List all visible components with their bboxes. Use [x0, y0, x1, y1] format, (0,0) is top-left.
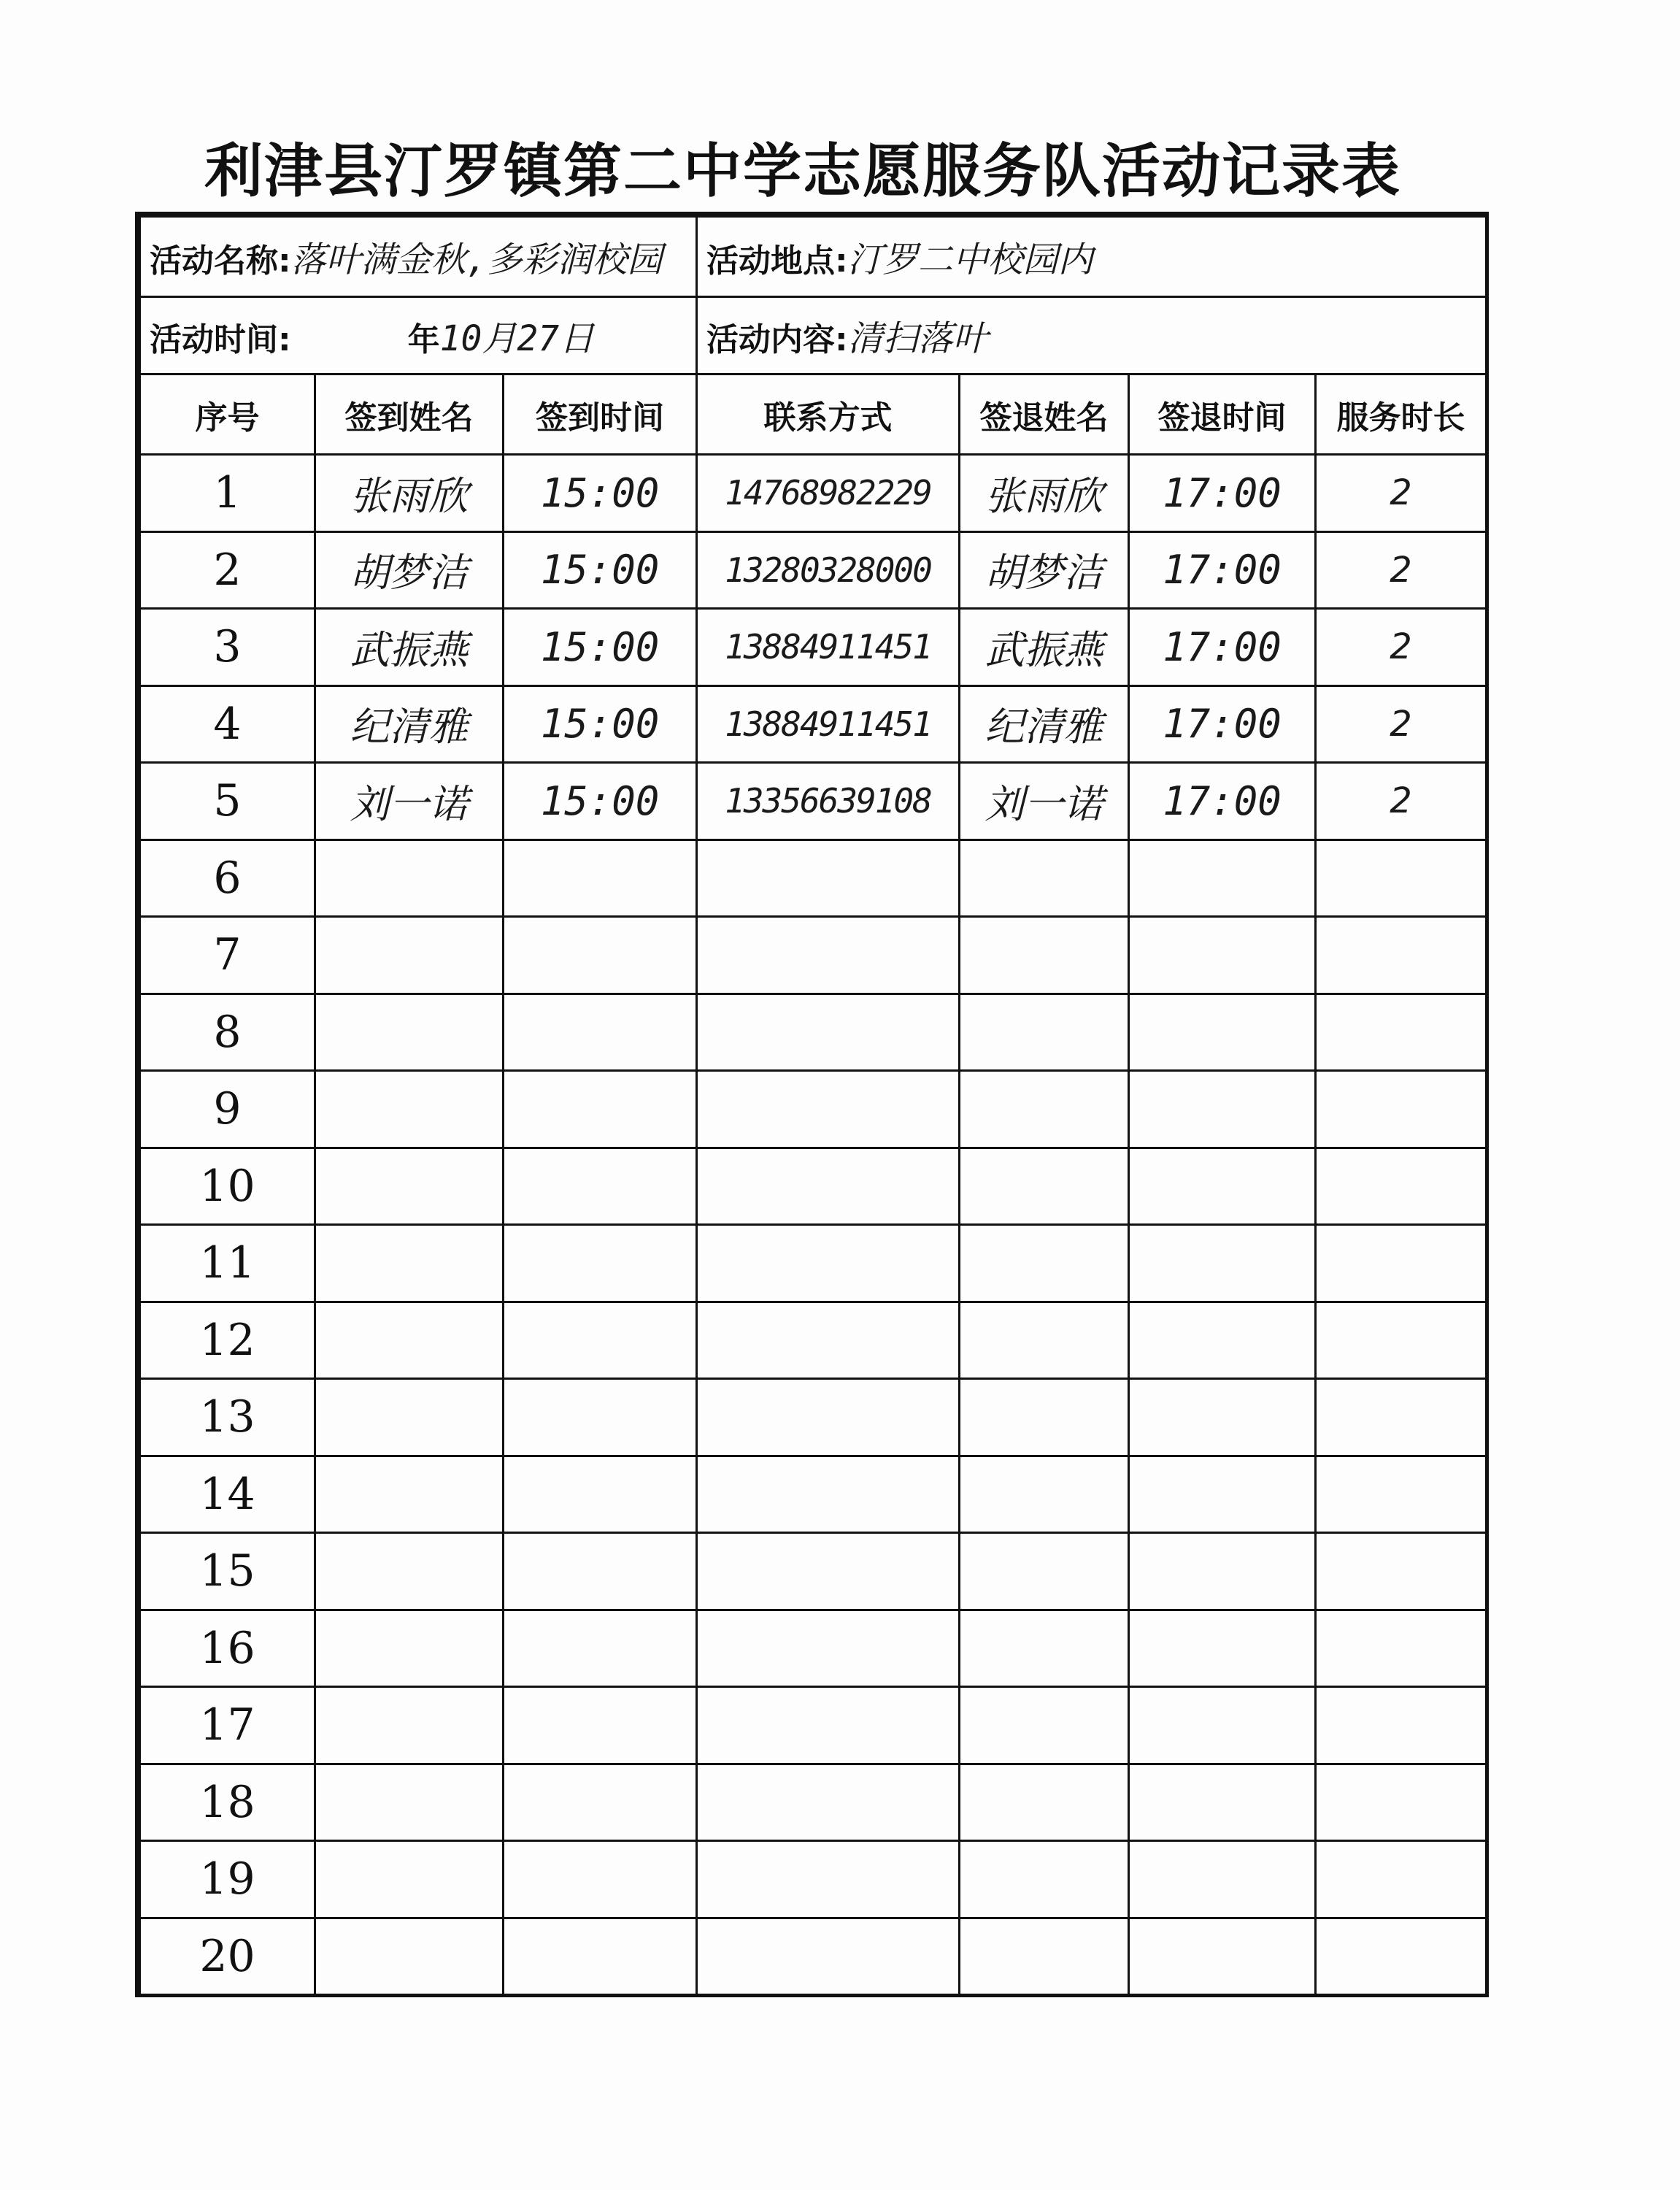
checkout-name-cell	[960, 1225, 1129, 1302]
checkin-name-cell	[315, 1225, 504, 1302]
row-number-cell: 15	[140, 1533, 315, 1610]
checkin-time-cell	[504, 917, 697, 994]
row-number-cell: 18	[140, 1764, 315, 1841]
checkin-name-cell: 胡梦洁	[315, 531, 504, 609]
checkout-name-cell	[960, 1610, 1129, 1687]
header-row	[140, 374, 1487, 455]
checkout-name-cell	[960, 1302, 1129, 1379]
row-number-cell: 17	[140, 1687, 315, 1764]
table-row	[140, 1302, 1487, 1379]
checkin-name-cell	[315, 1071, 504, 1148]
checkout-time-cell	[1129, 1533, 1316, 1610]
checkout-time-cell	[1129, 1764, 1316, 1841]
checkout-time-cell: 17:00	[1129, 609, 1316, 686]
table-row	[140, 1225, 1487, 1302]
table-row	[140, 609, 1487, 686]
header-checkin-time: 签到时间	[504, 374, 697, 455]
activity-date-value: 10月27日	[439, 318, 595, 359]
checkout-name-cell	[960, 917, 1129, 994]
checkin-name-cell	[315, 1302, 504, 1379]
info-row-1	[140, 217, 1487, 297]
info-row-2	[140, 297, 1487, 374]
activity-time-cell	[140, 297, 697, 374]
phone-cell	[697, 1302, 960, 1379]
checkin-name-cell	[315, 1841, 504, 1918]
checkout-name-cell: 纪清雅	[960, 685, 1129, 763]
checkin-name-cell: 纪清雅	[315, 685, 504, 763]
table-row	[140, 840, 1487, 917]
checkin-time-cell: 15:00	[504, 763, 697, 840]
checkin-time-cell	[504, 1610, 697, 1687]
table-row	[140, 994, 1487, 1071]
duration-cell	[1316, 917, 1487, 994]
checkin-time-cell: 15:00	[504, 455, 697, 532]
table-row	[140, 1610, 1487, 1687]
duration-cell	[1316, 1764, 1487, 1841]
checkout-time-cell	[1129, 1225, 1316, 1302]
phone-cell	[697, 1764, 960, 1841]
checkin-name-cell	[315, 1687, 504, 1764]
activity-record-form	[135, 212, 1489, 1997]
checkout-time-cell: 17:00	[1129, 531, 1316, 609]
duration-cell	[1316, 1610, 1487, 1687]
table-row	[140, 1379, 1487, 1456]
checkout-name-cell	[960, 1687, 1129, 1764]
duration-cell	[1316, 1302, 1487, 1379]
row-number-cell: 16	[140, 1610, 315, 1687]
checkout-time-cell	[1129, 1302, 1316, 1379]
checkout-time-cell	[1129, 1456, 1316, 1533]
row-number-cell: 1	[140, 455, 315, 532]
checkout-time-cell	[1129, 1918, 1316, 1995]
checkin-time-cell	[504, 1148, 697, 1225]
activity-location-cell	[697, 217, 1487, 297]
activity-time-label: 活动时间:	[150, 321, 291, 358]
phone-cell	[697, 1687, 960, 1764]
duration-cell: 2	[1316, 455, 1487, 532]
checkout-name-cell	[960, 1764, 1129, 1841]
checkin-time-cell	[504, 1687, 697, 1764]
checkout-name-cell	[960, 1148, 1129, 1225]
table-row	[140, 1148, 1487, 1225]
checkout-name-cell	[960, 1918, 1129, 1995]
checkin-time-cell: 15:00	[504, 531, 697, 609]
checkin-name-cell	[315, 1148, 504, 1225]
phone-cell: 13356639108	[697, 763, 960, 840]
activity-content-value: 清扫落叶	[847, 318, 988, 359]
checkout-name-cell	[960, 1841, 1129, 1918]
checkout-name-cell: 张雨欣	[960, 455, 1129, 532]
duration-cell	[1316, 840, 1487, 917]
checkin-time-cell	[504, 1533, 697, 1610]
duration-cell	[1316, 1918, 1487, 1995]
checkout-name-cell	[960, 994, 1129, 1071]
record-table	[139, 215, 1487, 1996]
activity-content-cell	[697, 297, 1487, 374]
duration-cell	[1316, 994, 1487, 1071]
row-number-cell: 14	[140, 1456, 315, 1533]
checkin-name-cell	[315, 840, 504, 917]
checkout-time-cell	[1129, 917, 1316, 994]
duration-cell	[1316, 1148, 1487, 1225]
duration-cell	[1316, 1379, 1487, 1456]
row-number-cell: 13	[140, 1379, 315, 1456]
checkout-name-cell: 刘一诺	[960, 763, 1129, 840]
phone-cell	[697, 840, 960, 917]
checkin-time-cell: 15:00	[504, 609, 697, 686]
duration-cell	[1316, 1071, 1487, 1148]
checkin-time-cell	[504, 994, 697, 1071]
phone-cell: 13884911451	[697, 609, 960, 686]
checkout-time-cell	[1129, 1071, 1316, 1148]
checkout-time-cell: 17:00	[1129, 685, 1316, 763]
checkout-time-cell	[1129, 1687, 1316, 1764]
phone-cell: 13884911451	[697, 685, 960, 763]
checkin-name-cell	[315, 1533, 504, 1610]
duration-cell: 2	[1316, 531, 1487, 609]
phone-cell	[697, 1841, 960, 1918]
phone-cell	[697, 1071, 960, 1148]
duration-cell	[1316, 1841, 1487, 1918]
row-number-cell: 8	[140, 994, 315, 1071]
duration-cell	[1316, 1225, 1487, 1302]
row-number-cell: 10	[140, 1148, 315, 1225]
checkout-time-cell	[1129, 840, 1316, 917]
checkout-time-cell	[1129, 1379, 1316, 1456]
activity-name-cell	[140, 217, 697, 297]
table-row	[140, 1071, 1487, 1148]
activity-name-value: 落叶满金秋,多彩润校园	[290, 239, 663, 280]
checkin-time-cell: 15:00	[504, 685, 697, 763]
header-phone: 联系方式	[697, 374, 960, 455]
duration-cell: 2	[1316, 685, 1487, 763]
row-number-cell: 2	[140, 531, 315, 609]
checkout-name-cell	[960, 1456, 1129, 1533]
page-title: 利津县汀罗镇第二中学志愿服务队活动记录表	[204, 137, 1401, 205]
checkout-name-cell: 武振燕	[960, 609, 1129, 686]
checkin-name-cell	[315, 1379, 504, 1456]
checkin-name-cell	[315, 1918, 504, 1995]
phone-cell	[697, 1610, 960, 1687]
checkin-name-cell	[315, 1456, 504, 1533]
header-checkout-name: 签退姓名	[960, 374, 1129, 455]
checkout-name-cell	[960, 1533, 1129, 1610]
table-row	[140, 531, 1487, 609]
phone-cell	[697, 917, 960, 994]
checkin-time-cell	[504, 1456, 697, 1533]
checkin-name-cell: 张雨欣	[315, 455, 504, 532]
checkout-name-cell	[960, 1379, 1129, 1456]
header-checkin-name: 签到姓名	[315, 374, 504, 455]
duration-cell	[1316, 1533, 1487, 1610]
row-number-cell: 3	[140, 609, 315, 686]
checkin-time-cell	[504, 1071, 697, 1148]
checkin-name-cell: 刘一诺	[315, 763, 504, 840]
phone-cell	[697, 1533, 960, 1610]
checkout-time-cell: 17:00	[1129, 455, 1316, 532]
phone-cell	[697, 1379, 960, 1456]
checkout-time-cell: 17:00	[1129, 763, 1316, 840]
table-row	[140, 917, 1487, 994]
duration-cell	[1316, 1687, 1487, 1764]
duration-cell: 2	[1316, 609, 1487, 686]
activity-content-label: 活动内容:	[706, 321, 848, 358]
phone-cell: 13280328000	[697, 531, 960, 609]
checkin-name-cell	[315, 994, 504, 1071]
row-number-cell: 11	[140, 1225, 315, 1302]
checkout-name-cell	[960, 1071, 1129, 1148]
table-row	[140, 455, 1487, 532]
row-number-cell: 20	[140, 1918, 315, 1995]
activity-location-value: 汀罗二中校园内	[847, 239, 1093, 280]
checkin-name-cell: 武振燕	[315, 609, 504, 686]
checkout-time-cell	[1129, 1610, 1316, 1687]
activity-location-label: 活动地点:	[706, 242, 848, 280]
checkin-name-cell	[315, 1610, 504, 1687]
phone-cell	[697, 1456, 960, 1533]
checkout-name-cell	[960, 840, 1129, 917]
row-number-cell: 5	[140, 763, 315, 840]
checkin-time-cell	[504, 840, 697, 917]
checkin-time-cell	[504, 1379, 697, 1456]
activity-name-label: 活动名称:	[150, 242, 291, 280]
row-number-cell: 4	[140, 685, 315, 763]
table-row	[140, 685, 1487, 763]
checkin-time-cell	[504, 1764, 697, 1841]
row-number-cell: 9	[140, 1071, 315, 1148]
checkout-name-cell: 胡梦洁	[960, 531, 1129, 609]
table-row	[140, 1687, 1487, 1764]
checkin-time-cell	[504, 1225, 697, 1302]
table-row	[140, 1764, 1487, 1841]
table-row	[140, 1533, 1487, 1610]
checkin-name-cell	[315, 917, 504, 994]
table-row	[140, 1841, 1487, 1918]
phone-cell	[697, 1148, 960, 1225]
phone-cell	[697, 1225, 960, 1302]
table-row	[140, 1918, 1487, 1995]
checkin-time-cell	[504, 1918, 697, 1995]
row-number-cell: 7	[140, 917, 315, 994]
table-row	[140, 763, 1487, 840]
header-checkout-time: 签退时间	[1129, 374, 1316, 455]
checkout-time-cell	[1129, 1841, 1316, 1918]
header-no: 序号	[140, 374, 315, 455]
row-number-cell: 19	[140, 1841, 315, 1918]
phone-cell	[697, 1918, 960, 1995]
row-number-cell: 12	[140, 1302, 315, 1379]
phone-cell	[697, 994, 960, 1071]
duration-cell	[1316, 1456, 1487, 1533]
duration-cell: 2	[1316, 763, 1487, 840]
year-char: 年	[407, 321, 440, 358]
checkin-time-cell	[504, 1302, 697, 1379]
checkout-time-cell	[1129, 994, 1316, 1071]
checkout-time-cell	[1129, 1148, 1316, 1225]
row-number-cell: 6	[140, 840, 315, 917]
checkin-time-cell	[504, 1841, 697, 1918]
header-duration: 服务时长	[1316, 374, 1487, 455]
phone-cell: 14768982229	[697, 455, 960, 532]
table-row	[140, 1456, 1487, 1533]
checkin-name-cell	[315, 1764, 504, 1841]
